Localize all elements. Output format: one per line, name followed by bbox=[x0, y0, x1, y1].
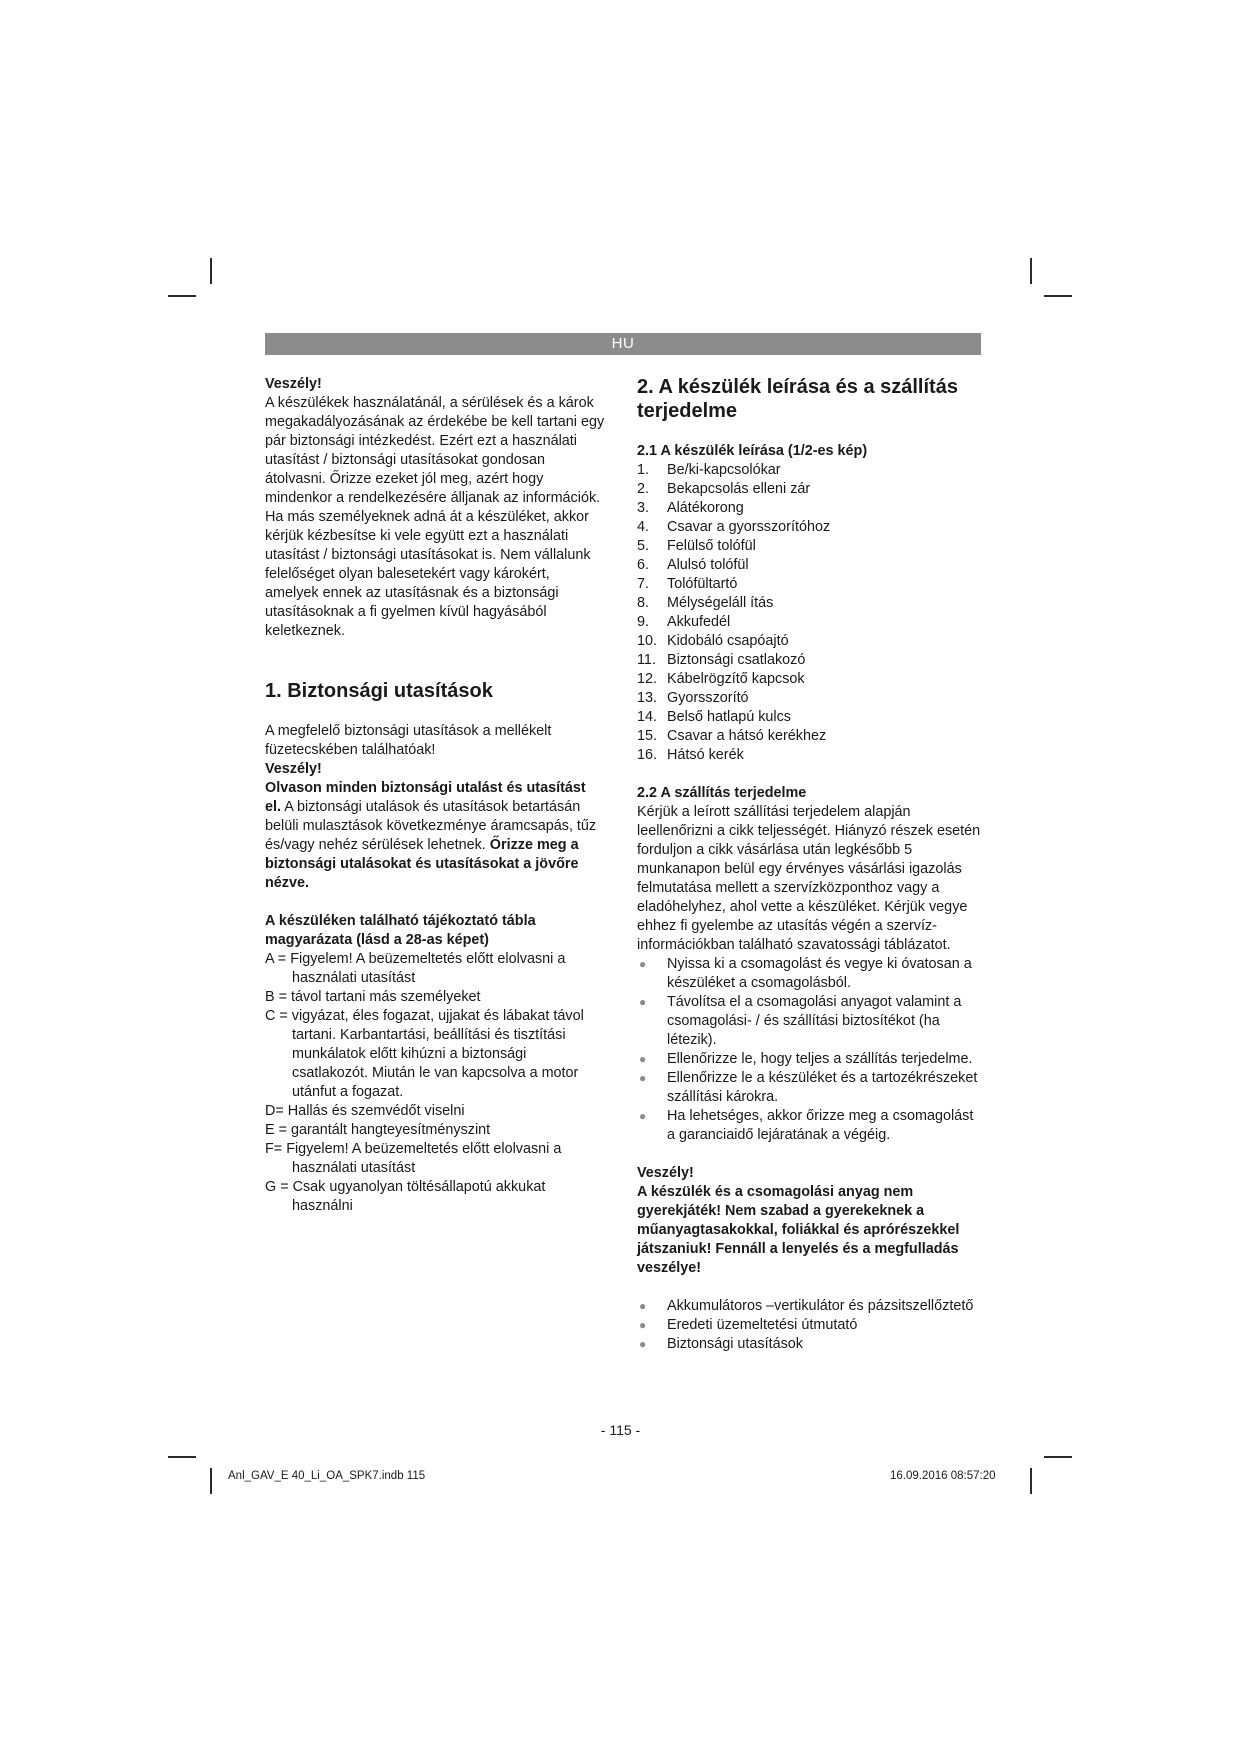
list-item-label: Gyorsszorító bbox=[667, 690, 749, 706]
list-item bbox=[637, 727, 982, 746]
list-item bbox=[637, 594, 982, 613]
section-1-warning bbox=[265, 779, 605, 893]
plate-item: D= Hallás és szemvédőt viselni bbox=[265, 1103, 465, 1119]
danger-text: A készülék és a csomagolási anyag nem gyerekjáték! Nem szabad a gyerekeknek a műanyagtasakokkal, foliákkal és aprórészekkel játszaniuk! Fennáll a lenyelés és a megfulladás veszélye! bbox=[637, 1184, 960, 1276]
list-item bbox=[637, 689, 982, 708]
list-item-number: 9. bbox=[637, 614, 650, 630]
plate-item: E = garantált hangteyesítményszint bbox=[265, 1122, 491, 1138]
section-2-2-title: 2.2 A szállítás terjedelme bbox=[637, 785, 807, 801]
list-item-text: Akkumulátoros –vertikulátor és pázsitszellőztető bbox=[667, 1298, 974, 1314]
list-item-number: 5. bbox=[637, 538, 650, 554]
list-item-label: Hátsó kerék bbox=[667, 747, 744, 763]
left-column bbox=[265, 375, 605, 1216]
list-item-label: Felülső tolófül bbox=[667, 538, 756, 554]
list-item-label: Biztonsági csatlakozó bbox=[667, 652, 806, 668]
plate-item: B = távol tartani más személyeket bbox=[265, 989, 481, 1005]
section-1-paragraph: A megfelelő biztonsági utasítások a mellékelt füzetecskében találhatóak! bbox=[265, 723, 552, 758]
list-item-label: Belső hatlapú kulcs bbox=[667, 709, 791, 725]
plate-list bbox=[265, 950, 605, 1216]
list-item-text: Ellenőrizze le a készüléket és a tartozékrészeket szállítási károkra. bbox=[667, 1070, 978, 1105]
list-item-label: Mélységeláll ítás bbox=[667, 595, 774, 611]
list-item-label: Akkufedél bbox=[667, 614, 731, 630]
section-2-1-title: 2.1 A készülék leírása (1/2-es kép) bbox=[637, 443, 868, 459]
list-item bbox=[637, 480, 982, 499]
section-2-2-text: Kérjük a leírott szállítási terjedelem alapján leellenőrizni a cikk teljességét. Hiányzó részek esetén forduljon a cikk vásárlása után legkésőbb 5 munkanapon belül egy érvényes vásárlási igazolás felmutatása mellett a szervízközponthoz vagy a eladóhelyhez, ahol vette a készüléket. Kérjük vegye ehhez fi gyelembe az utasítás végén a szervíz-információkban található szavatossági táblázatot. bbox=[637, 804, 981, 953]
list-item-text: Biztonsági utasítások bbox=[667, 1336, 803, 1352]
crop-mark bbox=[210, 1468, 212, 1494]
warning-text: A biztonsági utalások és utasítások betartásán belüli mulasztások következménye áramcsapás, tűz és/vagy nehéz sérülések lehetnek. bbox=[265, 799, 597, 853]
language-header-bar: HU bbox=[265, 333, 981, 355]
list-item-number: 4. bbox=[637, 519, 650, 535]
list-item-number: 2. bbox=[637, 481, 650, 497]
list-item-text: Ha lehetséges, akkor őrizze meg a csomagolást a garanciaidő lejáratának a végéig. bbox=[667, 1108, 974, 1143]
crop-mark bbox=[1044, 1456, 1072, 1458]
list-item-number: 16. bbox=[637, 747, 658, 763]
list-item-label: Csavar a hátsó kerékhez bbox=[667, 728, 827, 744]
footer-timestamp: 16.09.2016 08:57:20 bbox=[890, 1470, 996, 1482]
list-item bbox=[637, 1297, 982, 1316]
bullet-icon: ● bbox=[639, 1109, 647, 1123]
parts-list bbox=[637, 461, 982, 765]
bullet-icon: ● bbox=[639, 1299, 647, 1313]
danger-title: Veszély! bbox=[637, 1165, 694, 1181]
scope-bullet-list bbox=[637, 955, 982, 1145]
section-2-title: 2. A készülék leírása és a szállítás terjedelme bbox=[637, 376, 958, 422]
plate-item: A = Figyelem! A beüzemeltetés előtt elolvasni a használati utasítást bbox=[265, 951, 566, 986]
list-item-label: Tolófültartó bbox=[667, 576, 738, 592]
bullet-icon: ● bbox=[639, 1318, 647, 1332]
bullet-icon: ● bbox=[639, 995, 647, 1009]
bullet-icon: ● bbox=[639, 1071, 647, 1085]
list-item-text: Eredeti üzemeltetési útmutató bbox=[667, 1317, 858, 1333]
list-item bbox=[637, 670, 982, 689]
list-item-number: 7. bbox=[637, 576, 650, 592]
warning-bold-tail: Őrizze meg a biztonsági utalásokat és utasításokat a jövőre nézve. bbox=[265, 837, 579, 891]
list-item bbox=[637, 955, 982, 993]
list-item bbox=[637, 708, 982, 727]
list-item-text: Nyissa ki a csomagolást és vegye ki óvatosan a készüléket a csomagolásból. bbox=[667, 956, 972, 991]
crop-mark bbox=[1030, 1468, 1032, 1494]
crop-mark bbox=[1044, 295, 1072, 297]
plate-item: G = Csak ugyanolyan töltésállapotú akkukat használni bbox=[265, 1179, 546, 1214]
list-item-number: 15. bbox=[637, 728, 658, 744]
crop-mark bbox=[168, 295, 196, 297]
list-item bbox=[637, 575, 982, 594]
plate-item: F= Figyelem! A beüzemeltetés előtt elolvasni a használati utasítást bbox=[265, 1141, 562, 1176]
list-item bbox=[637, 1050, 982, 1069]
list-item-label: Kábelrögzítő kapcsok bbox=[667, 671, 805, 687]
list-item-label: Kidobáló csapóajtó bbox=[667, 633, 789, 649]
list-item bbox=[637, 461, 982, 480]
list-item bbox=[637, 518, 982, 537]
list-item-label: Alulsó tolófül bbox=[667, 557, 749, 573]
list-item bbox=[637, 1107, 982, 1145]
list-item bbox=[637, 499, 982, 518]
crop-mark bbox=[168, 1456, 196, 1458]
intro-text: A készülékek használatánál, a sérülések és a károk megakadályozásának az érdekébe be kell tartani egy pár biztonsági intézkedést. Ezért ezt a használati utasítást / biztonsági utasításokat gondosan átolvasni. Őrizze ezeket jól meg, azért hogy mindenkor a rendelkezésére álljanak az információk. Ha más személyeknek adná át a készüléket, akkor kérjük kézbesítse ki vele együtt ezt a használati utasítást / biztonsági utasításokat is. Nem vállalunk felelőséget olyan balesetekért vagy károkért, amelyek ennek az utasításnak és a biztonsági utasításoknak a fi gyelmen kívül hagyásából keletkeznek. bbox=[265, 395, 605, 639]
plate-explanation-title: A készüléken található tájékoztató tábla magyarázata (lásd a 28-as képet) bbox=[265, 913, 536, 948]
list-item bbox=[637, 993, 982, 1050]
list-item-number: 3. bbox=[637, 500, 650, 516]
list-item-label: Alátékorong bbox=[667, 500, 744, 516]
list-item bbox=[637, 556, 982, 575]
list-item bbox=[637, 1316, 982, 1335]
right-column bbox=[637, 375, 982, 1354]
bullet-icon: ● bbox=[639, 957, 647, 971]
crop-mark bbox=[1030, 258, 1032, 284]
bullet-icon: ● bbox=[639, 1337, 647, 1351]
list-item-label: Be/ki-kapcsolókar bbox=[667, 462, 781, 478]
list-item bbox=[637, 651, 982, 670]
list-item-text: Ellenőrizze le, hogy teljes a szállítás terjedelme. bbox=[667, 1051, 973, 1067]
bullet-icon: ● bbox=[639, 1052, 647, 1066]
page-number: - 115 - bbox=[600, 1422, 641, 1438]
warning-bold-lead: Olvason minden biztonsági utalást és utasítást el. bbox=[265, 780, 586, 815]
list-item bbox=[637, 1335, 982, 1354]
list-item-number: 11. bbox=[637, 652, 656, 668]
list-item-label: Bekapcsolás elleni zár bbox=[667, 481, 811, 497]
list-item-number: 14. bbox=[637, 709, 658, 725]
list-item-number: 8. bbox=[637, 595, 650, 611]
list-item bbox=[637, 613, 982, 632]
plate-item: C = vigyázat, éles fogazat, ujjakat és lábakat távol tartani. Karbantartási, beállítási és tisztítási munkálatok előtt kihúzni a biztonsági csatlakozót. Miután le van kapcsolva a motor utánfut a fogazat. bbox=[265, 1008, 584, 1100]
section-1-title: 1. Biztonsági utasítások bbox=[265, 680, 493, 702]
list-item-number: 12. bbox=[637, 671, 658, 687]
footer-file-name: Anl_GAV_E 40_Li_OA_SPK7.indb 115 bbox=[228, 1470, 426, 1482]
intro-danger-title: Veszély! bbox=[265, 376, 322, 392]
list-item-number: 10. bbox=[637, 633, 658, 649]
list-item-label: Csavar a gyorsszorítóhoz bbox=[667, 519, 831, 535]
list-item bbox=[637, 537, 982, 556]
list-item-number: 13. bbox=[637, 690, 658, 706]
list-item-number: 6. bbox=[637, 557, 650, 573]
list-item bbox=[637, 632, 982, 651]
crop-mark bbox=[210, 258, 212, 284]
list-item-number: 1. bbox=[637, 462, 650, 478]
contents-bullet-list bbox=[637, 1297, 982, 1354]
section-1-danger-title: Veszély! bbox=[265, 761, 322, 777]
list-item bbox=[637, 1069, 982, 1107]
list-item bbox=[637, 746, 982, 765]
list-item-text: Távolítsa el a csomagolási anyagot valamint a csomagolási- / és szállítási biztosítékot (ha létezik). bbox=[667, 994, 962, 1048]
